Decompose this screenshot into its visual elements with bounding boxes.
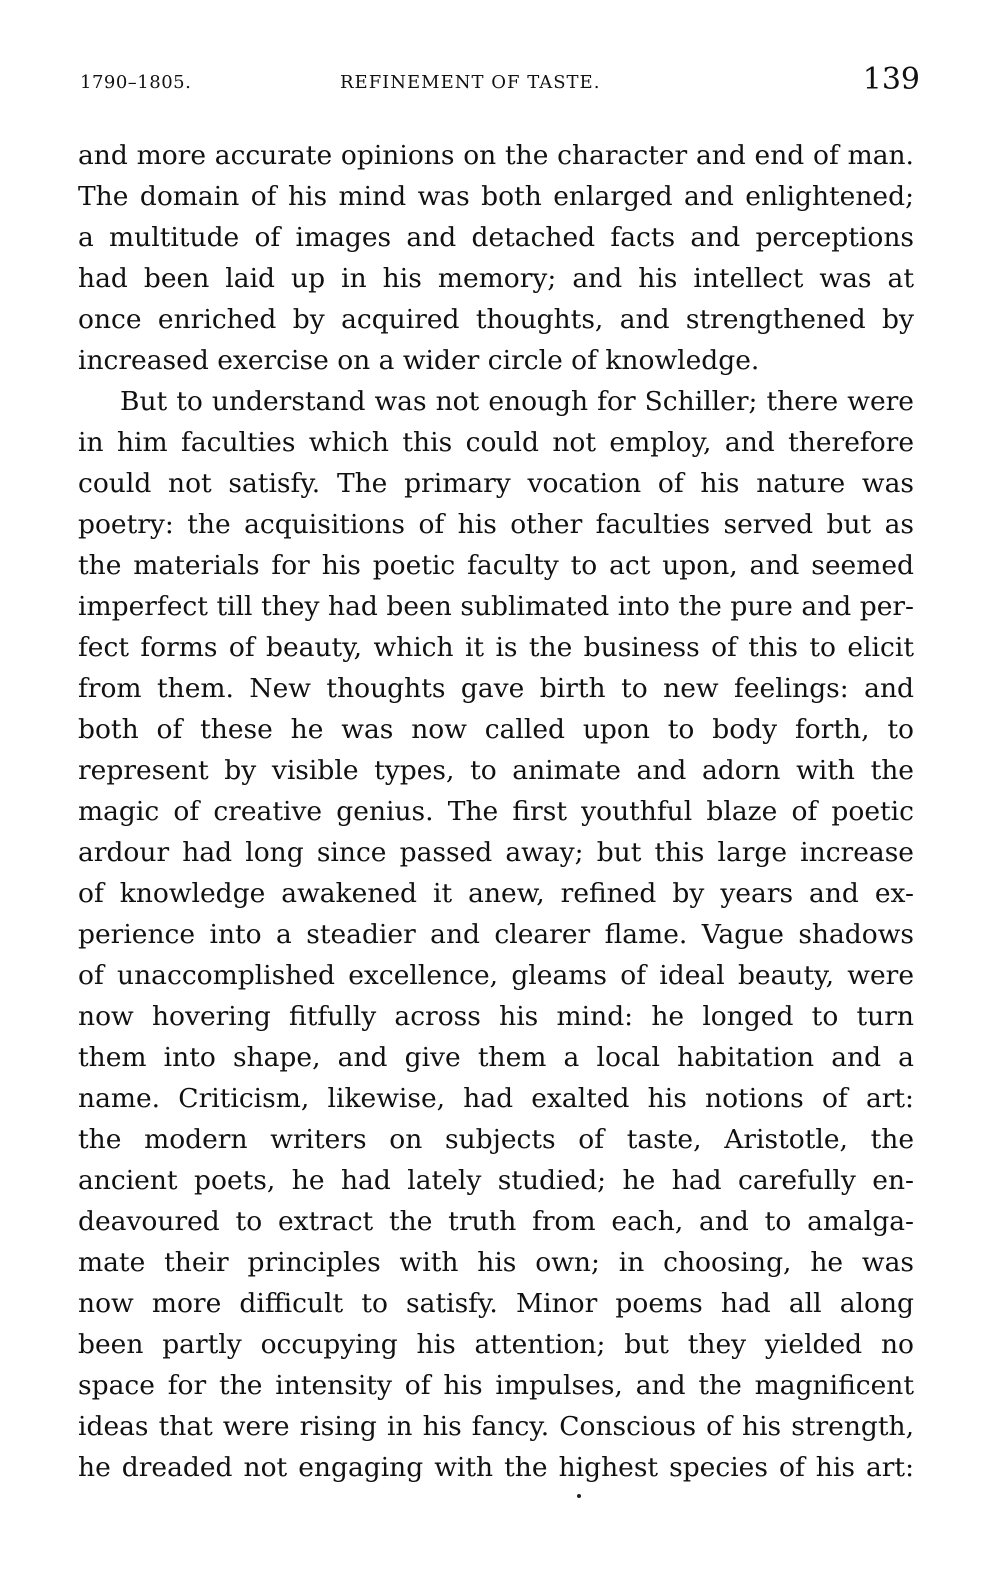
text-line: a multitude of images and detached facts and perceptions [78,222,914,253]
text-line: once enriched by acquired thoughts, and strengthened by [78,304,914,335]
text-line: ardour had long since passed away; but this large increase [78,837,914,868]
text-line: of unaccomplished excellence, gleams of ideal beauty, were [78,960,914,991]
text-line: the modern writers on subjects of taste, Aristotle, the [78,1124,914,1155]
page-number: 139 [862,62,920,97]
text-line: poetry: the acquisitions of his other faculties served but as [78,509,914,540]
text-line: in him faculties which this could not employ, and therefore [78,427,914,458]
text-line: The domain of his mind was both enlarged and enlightened; [78,181,914,212]
text-line: the materials for his poetic faculty to act upon, and seemed [78,550,914,581]
text-line: them into shape, and give them a local habitation and a [78,1042,914,1073]
running-header [80,60,920,100]
text-line: from them. New thoughts gave birth to new feelings: and [78,673,914,704]
text-line: both of these he was now called upon to body forth, to [78,714,914,745]
text-line: had been laid up in his memory; and his intellect was at [78,263,914,294]
text-line: name. Criticism, likewise, had exalted his notions of art: [78,1083,914,1114]
text-line: magic of creative genius. The first youthful blaze of poetic [78,796,914,827]
text-line: been partly occupying his attention; but they yielded no [78,1329,914,1360]
text-line: space for the intensity of his impulses, and the magnificent [78,1370,914,1401]
text-line: imperfect till they had been sublimated into the pure and per- [78,591,914,622]
header-date-range: 1790–1805. [80,72,192,93]
text-line: he dreaded not engaging with the highest species of his art: [78,1452,914,1483]
text-line: now more difficult to satisfy. Minor poems had all along [78,1288,914,1319]
text-line: ancient poets, he had lately studied; he had carefully en- [78,1165,914,1196]
text-line: of knowledge awakened it anew, refined by years and ex- [78,878,914,909]
text-line: now hovering fitfully across his mind: he longed to turn [78,1001,914,1032]
text-line: represent by visible types, to animate and adorn with the [78,755,914,786]
text-line: mate their principles with his own; in choosing, he was [78,1247,914,1278]
text-line: ideas that were rising in his fancy. Conscious of his strength, [78,1411,914,1442]
text-line: could not satisfy. The primary vocation of his nature was [78,468,914,499]
text-line: perience into a steadier and clearer flame. Vague shadows [78,919,914,950]
text-line: fect forms of beauty, which it is the business of this to elicit [78,632,914,663]
text-line: deavoured to extract the truth from each, and to amalga- [78,1206,914,1237]
text-line: and more accurate opinions on the character and end of man. [78,140,914,171]
text-line: increased exercise on a wider circle of knowledge. [78,345,760,376]
header-chapter-title: REFINEMENT OF TASTE. [340,72,601,93]
signature-mark [577,1494,581,1498]
paragraph-start-line: But to understand was not enough for Schiller; there were [120,386,914,417]
body-text [78,135,914,1488]
